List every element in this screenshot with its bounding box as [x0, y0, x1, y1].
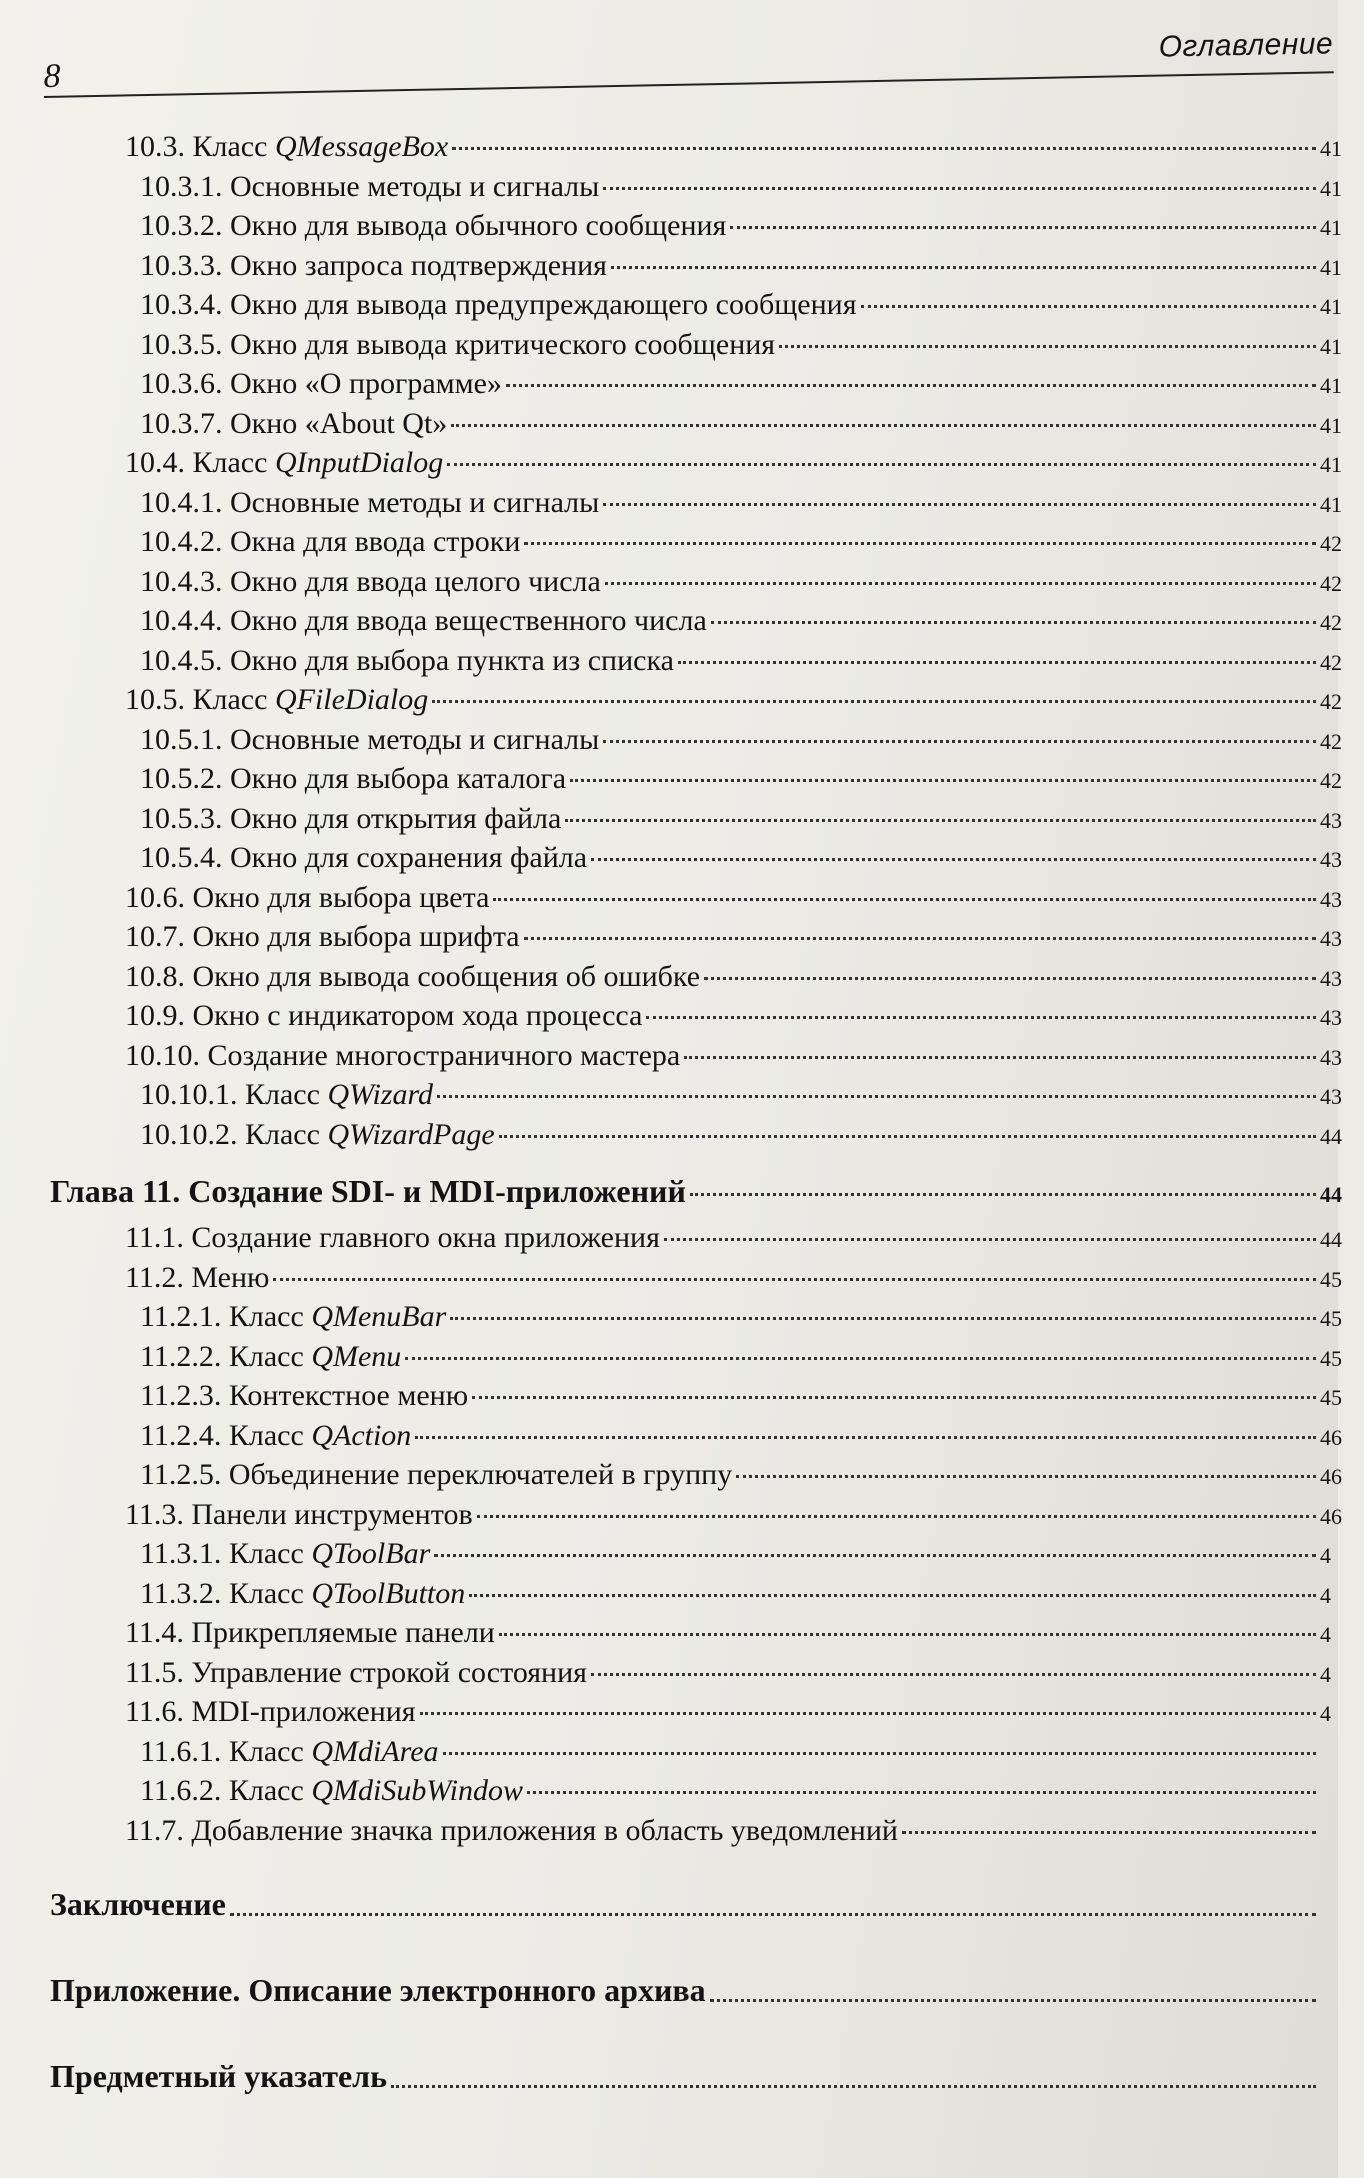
toc-page-number: 44	[1320, 1227, 1342, 1252]
dot-leader	[499, 1633, 1316, 1636]
toc-entry	[50, 762, 1342, 802]
toc-entry	[50, 1656, 1338, 1696]
toc-entry	[50, 1117, 1342, 1158]
dot-leader	[524, 542, 1316, 545]
toc-entry-title	[50, 1173, 686, 1210]
toc-entry	[50, 406, 1342, 447]
toc-entry-title	[125, 960, 700, 994]
toc-page-number: 43	[1320, 847, 1342, 872]
toc-entry-title	[140, 1340, 401, 1374]
toc-page-number: 41	[1320, 452, 1342, 477]
toc-entry-title	[140, 1537, 430, 1571]
toc-entry-label: 10.3.1. Основные методы и сигналы	[140, 169, 600, 203]
toc-entry	[50, 841, 1342, 881]
dot-leader	[432, 700, 1316, 703]
toc-entry-label: 11.3. Панели инструментов	[125, 1497, 473, 1531]
dot-leader	[499, 1135, 1316, 1138]
toc-entry	[50, 564, 1342, 605]
dot-leader	[391, 2085, 1316, 2088]
toc-entry-title	[140, 841, 587, 875]
toc-entry-class-name: QInputDialog	[274, 446, 444, 479]
toc-entry-class-name: QMdiSubWindow	[311, 1774, 523, 1807]
toc-entry	[50, 1458, 1342, 1498]
toc-entry	[50, 130, 1342, 170]
dot-leader	[704, 977, 1316, 980]
dot-leader	[451, 424, 1316, 427]
toc-page-number: 44	[1320, 1182, 1342, 1207]
toc-entry-label: 11.2.5. Объединение переключателей в группу	[140, 1458, 733, 1491]
toc-entry-class-name: QAction	[311, 1418, 412, 1452]
dot-leader	[447, 463, 1316, 466]
toc-entry-title	[125, 130, 448, 164]
dot-leader	[730, 226, 1316, 229]
dot-leader	[646, 1016, 1316, 1019]
toc-entry-title	[140, 407, 447, 441]
toc-entry-title	[140, 1577, 465, 1611]
toc-page-number: 42	[1320, 689, 1342, 714]
toc-entry-label: 11.1. Создание главного окна приложения	[125, 1221, 660, 1254]
dot-leader	[524, 937, 1316, 940]
toc-entry-title	[125, 920, 520, 954]
toc-page-number: 43	[1320, 1005, 1342, 1030]
toc-entry	[50, 999, 1342, 1039]
toc-entry	[50, 920, 1342, 960]
toc-entry-label: 11.2. Меню	[125, 1260, 270, 1294]
toc-entry-label: 10.3. Класс	[125, 130, 275, 163]
toc-entry-title	[50, 1972, 706, 2009]
toc-entry-title	[125, 881, 489, 915]
toc-entry	[50, 1735, 1338, 1775]
toc-page-number: 41	[1320, 254, 1342, 280]
toc-entry-label: 11.2.3. Контекстное меню	[140, 1379, 469, 1412]
dot-leader	[611, 266, 1316, 269]
toc-entry-label: 10.10. Создание многостраничного мастера	[125, 1038, 681, 1072]
toc-entry-label: 11.6. MDI-приложения	[125, 1695, 416, 1728]
dot-leader	[472, 1396, 1316, 1399]
toc-entry-label: 10.4.5. Окно для выбора пункта из списка	[140, 643, 674, 677]
toc-entry-label: 10.4.2. Окна для ввода строки	[140, 525, 521, 558]
toc-entry-title	[50, 2058, 387, 2095]
dot-leader	[678, 661, 1316, 664]
toc-entry-title	[140, 1458, 732, 1492]
toc-entry-title	[140, 209, 726, 243]
toc-entry	[50, 209, 1342, 249]
dot-leader	[420, 1712, 1316, 1715]
toc-entry	[50, 959, 1342, 1000]
dot-leader	[736, 1475, 1316, 1478]
toc-entry-class-name: QMdiArea	[311, 1734, 439, 1768]
toc-entry-label: 10.10.1. Класс	[140, 1078, 328, 1111]
toc-page-number: 43	[1320, 807, 1342, 833]
toc-entry-label: 10.5.3. Окно для открытия файла	[140, 801, 562, 835]
toc-entry-title	[140, 486, 599, 520]
toc-page-number: 41	[1320, 412, 1342, 438]
toc-entry-title	[140, 565, 601, 599]
header-rule	[44, 71, 1334, 98]
toc-entry-title	[140, 1118, 495, 1152]
toc-entry	[50, 1339, 1342, 1380]
toc-entry-title	[140, 170, 599, 204]
toc-page-number: 41	[1320, 491, 1342, 517]
toc-entry-title	[140, 1078, 433, 1112]
toc-entry	[50, 248, 1342, 289]
toc-entry-class-name: QWizardPage	[327, 1117, 495, 1151]
toc-entry-label: 10.3.2. Окно для вывода обычного сообщения	[140, 209, 727, 242]
toc-page-number: 4	[1320, 1661, 1331, 1687]
dot-leader	[477, 1515, 1316, 1518]
toc-page-number: 41	[1320, 373, 1342, 398]
toc-entry-title	[140, 762, 566, 796]
dot-leader	[469, 1594, 1316, 1597]
page-header	[43, 5, 1364, 100]
toc-entry	[50, 446, 1342, 486]
toc-page-number: 41	[1320, 215, 1342, 240]
toc-page-number: 42	[1320, 649, 1342, 675]
dot-leader	[434, 1554, 1316, 1557]
toc-entry	[50, 604, 1342, 644]
dot-leader	[405, 1357, 1316, 1360]
toc-entry	[50, 1537, 1338, 1577]
dot-leader	[452, 147, 1316, 150]
toc-entry-title	[125, 683, 428, 717]
toc-entry-label: 11.6.1. Класс	[140, 1734, 312, 1768]
toc-entry-label: 10.3.3. Окно запроса подтверждения	[140, 248, 607, 282]
toc-entry-label: 10.3.6. Окно «О программе»	[140, 367, 502, 400]
dot-leader	[603, 187, 1316, 190]
toc-entry-label: 11.7. Добавление значка приложения в область уведомлений	[125, 1813, 898, 1847]
dot-leader	[415, 1436, 1316, 1439]
toc-entry	[50, 367, 1342, 407]
dot-leader	[506, 384, 1316, 387]
running-title: Оглавление	[1158, 27, 1334, 64]
toc-entry-class-name: QToolBar	[311, 1537, 431, 1570]
toc-entry	[50, 1078, 1342, 1118]
toc-page-number: 45	[1320, 1345, 1342, 1371]
toc-entry-label: 10.8. Окно для вывода сообщения об ошибке	[125, 959, 701, 993]
dot-leader	[690, 1193, 1316, 1196]
toc-entry	[50, 880, 1342, 921]
toc-entry-label: Приложение. Описание электронного архива	[50, 1971, 706, 2008]
dot-leader	[684, 1056, 1316, 1059]
toc-entry-label: 10.3.7. Окно «About Qt»	[140, 406, 448, 440]
toc-entry-label: Заключение	[50, 1885, 226, 1922]
toc-page-number: 46	[1320, 1464, 1342, 1489]
toc-entry-title	[125, 1616, 495, 1650]
toc-entry-title	[140, 1379, 468, 1413]
toc-entry-label: 11.3.2. Класс	[140, 1576, 312, 1610]
toc-page-number: 4	[1320, 1543, 1331, 1568]
toc-entry-label: 11.2.1. Класс	[140, 1300, 312, 1333]
toc-entry-label: 11.3.1. Класс	[140, 1537, 312, 1570]
toc-entry-label: 10.6. Окно для выбора цвета	[125, 880, 490, 914]
dot-leader	[527, 1791, 1316, 1794]
toc-entry-title	[140, 1774, 523, 1808]
toc-entry	[50, 1300, 1342, 1340]
toc-entry-title	[125, 1695, 416, 1729]
dot-leader	[493, 898, 1316, 901]
toc-entry	[50, 288, 1342, 328]
toc-entry-title	[125, 1221, 660, 1255]
toc-entry-label: 11.2.4. Класс	[140, 1418, 312, 1452]
toc-entry	[50, 525, 1342, 565]
dot-leader	[603, 740, 1316, 743]
dot-leader	[710, 1999, 1316, 2002]
toc-entry-title	[140, 802, 561, 836]
dot-leader	[779, 345, 1316, 348]
toc-entry-title	[140, 328, 775, 362]
toc-entry-label: 10.5.1. Основные методы и сигналы	[140, 722, 600, 756]
toc-entry-title	[140, 249, 607, 283]
toc-entry	[50, 1379, 1342, 1419]
toc-entry	[50, 1173, 1342, 1221]
toc-page-number: 42	[1320, 768, 1342, 793]
dot-leader	[450, 1317, 1316, 1320]
toc-page-number: 41	[1320, 294, 1342, 319]
toc-page-number: 43	[1320, 965, 1342, 991]
toc-entry	[50, 1861, 1338, 1947]
toc-entry	[50, 1616, 1338, 1656]
toc-entry-title	[125, 446, 443, 480]
toc-entry-label: 10.4.1. Основные методы и сигналы	[140, 485, 600, 519]
dot-leader	[664, 1238, 1316, 1241]
toc-entry	[50, 1947, 1338, 2033]
toc-entry-title	[125, 1039, 680, 1073]
toc-entry-title	[140, 723, 599, 757]
toc-entry-label: 10.3.5. Окно для вывода критического сообщения	[140, 327, 776, 361]
page-number: 8	[43, 57, 61, 96]
toc-page-number: 44	[1320, 1123, 1342, 1149]
toc-page-number: 43	[1320, 1084, 1342, 1109]
toc-entry-title	[140, 644, 674, 678]
toc-entry-class-name: QMenuBar	[311, 1300, 447, 1333]
toc-entry-class-name: QFileDialog	[274, 683, 429, 716]
toc-entry	[50, 1814, 1338, 1854]
toc-entry-label: 10.10.2. Класс	[140, 1117, 328, 1151]
dot-leader	[565, 819, 1316, 822]
toc-entry-title	[140, 288, 857, 322]
toc-entry-class-name: QToolButton	[311, 1576, 466, 1610]
toc-entry-title	[125, 1656, 587, 1690]
toc-entry	[50, 169, 1342, 210]
toc-page-number: 43	[1320, 926, 1342, 951]
toc-page-number: 46	[1320, 1424, 1342, 1450]
dot-leader	[861, 305, 1316, 308]
toc-entry-label: 10.4.3. Окно для ввода целого числа	[140, 564, 601, 598]
toc-entry-label: Предметный указатель	[50, 2057, 388, 2094]
toc-entry-label: 11.2.2. Класс	[140, 1339, 312, 1373]
toc-entry-label: 10.5.2. Окно для выбора каталога	[140, 762, 567, 795]
dot-leader	[605, 582, 1316, 585]
toc-page-number: 41	[1320, 333, 1342, 359]
dot-leader	[570, 779, 1316, 782]
toc-entry-title	[125, 1814, 898, 1848]
toc-entry	[50, 327, 1342, 368]
dot-leader	[230, 1913, 1316, 1916]
toc-entry	[50, 1221, 1342, 1261]
toc-entry-title	[140, 604, 707, 638]
toc-page-number: 4	[1320, 1622, 1331, 1647]
toc-entry	[50, 1038, 1342, 1079]
toc-entry	[50, 643, 1342, 684]
toc-entry-title	[125, 1261, 269, 1295]
toc-entry-title	[140, 1735, 439, 1769]
toc-entry	[50, 683, 1342, 723]
toc-page-number: 45	[1320, 1385, 1342, 1410]
toc-entry-class-name: QMessageBox	[274, 130, 449, 163]
toc-page-number: 42	[1320, 728, 1342, 754]
toc-entry	[50, 1695, 1338, 1735]
toc-entry-title	[140, 1419, 411, 1453]
toc-entry-label: 11.4. Прикрепляемые панели	[125, 1616, 495, 1649]
toc-entry	[50, 1497, 1342, 1538]
toc-page-number: 43	[1320, 1044, 1342, 1070]
toc-page-number: 42	[1320, 610, 1342, 635]
toc-page-number: 41	[1320, 136, 1342, 161]
toc-page-number: 43	[1320, 886, 1342, 912]
toc-entry-label: 10.4. Класс	[125, 446, 275, 479]
toc-page-number: 4	[1320, 1582, 1331, 1608]
toc-entry	[50, 2033, 1338, 2119]
toc-page-number: 42	[1320, 570, 1342, 596]
toc-entry-label: Глава 11. Создание SDI- и MDI-приложений	[50, 1173, 686, 1209]
toc-entry-title	[125, 999, 642, 1033]
dot-leader	[443, 1752, 1316, 1755]
toc-entry-label: 10.7. Окно для выбора шрифта	[125, 920, 520, 953]
toc-page-number: 45	[1320, 1306, 1342, 1331]
toc-entry	[50, 1577, 1338, 1617]
toc-entry	[50, 722, 1342, 763]
toc-entry-title	[140, 525, 520, 559]
toc-entry	[50, 1418, 1342, 1459]
toc-entry	[50, 1260, 1342, 1301]
toc-entry-label: 10.5.4. Окно для сохранения файла	[140, 841, 588, 874]
toc-entry	[50, 1774, 1338, 1814]
toc-page-number: 45	[1320, 1266, 1342, 1292]
toc-entry-label: 10.9. Окно с индикатором хода процесса	[125, 999, 643, 1032]
toc-entry-label: 11.6.2. Класс	[140, 1774, 312, 1807]
toc-page-number: 46	[1320, 1503, 1342, 1529]
toc-entry	[50, 801, 1342, 842]
toc-entry-label: 10.3.4. Окно для вывода предупреждающего сообщения	[140, 288, 857, 321]
toc-page-number: 41	[1320, 175, 1342, 201]
toc-entry-label: 10.4.4. Окно для ввода вещественного числа	[140, 604, 707, 637]
dot-leader	[273, 1278, 1316, 1281]
dot-leader	[711, 621, 1316, 624]
toc-entry-title	[125, 1498, 473, 1532]
toc-entry-label: 11.5. Управление строкой состояния	[125, 1655, 587, 1689]
toc-entry-title	[50, 1886, 226, 1923]
table-of-contents	[50, 130, 1342, 2119]
toc-entry-label: 10.5. Класс	[125, 683, 275, 716]
toc-page-number: 42	[1320, 531, 1342, 556]
dot-leader	[902, 1831, 1316, 1834]
dot-leader	[591, 858, 1316, 861]
toc-entry-class-name: QMenu	[311, 1339, 402, 1373]
toc-entry-title	[140, 1300, 446, 1334]
dot-leader	[591, 1673, 1316, 1676]
toc-entry-title	[140, 367, 502, 401]
toc-entry-class-name: QWizard	[327, 1078, 434, 1111]
dot-leader	[437, 1095, 1316, 1098]
toc-entry	[50, 485, 1342, 526]
dot-leader	[603, 503, 1316, 506]
toc-page-number: 4	[1320, 1701, 1331, 1726]
